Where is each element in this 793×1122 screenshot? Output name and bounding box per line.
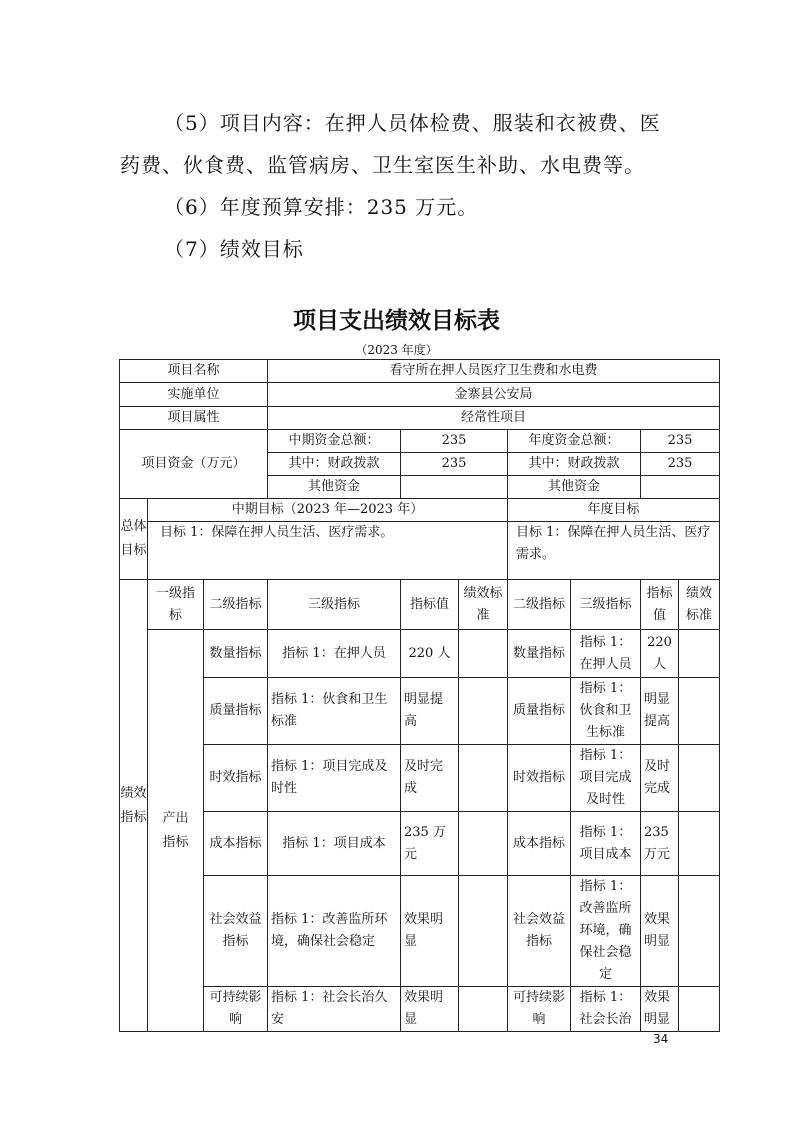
- cell-year-value: 效果明显: [641, 987, 679, 1032]
- cell-standard: [459, 678, 508, 745]
- cell-year-level2: 可持续影响: [508, 987, 571, 1032]
- label-project-name: 项目名称: [120, 360, 268, 383]
- cell-level2: 质量指标: [204, 678, 268, 745]
- value-mid-total: 235: [401, 430, 508, 453]
- cell-level3: 指标 1：在押人员: [268, 630, 401, 678]
- label-year-other: 其他资金: [508, 476, 641, 499]
- label-attribute: 项目属性: [120, 407, 268, 430]
- cell-level3: 指标 1：项目成本: [268, 812, 401, 876]
- cell-standard: [459, 987, 508, 1032]
- label-indicators: 绩效指标: [120, 580, 148, 1032]
- label-overall: 总体目标: [120, 499, 148, 580]
- cell-year-standard: [679, 630, 720, 678]
- header-year-goal: 年度目标: [508, 499, 720, 522]
- label-year-total: 年度资金总额：: [508, 430, 641, 453]
- cell-standard: [459, 812, 508, 876]
- header-year-level2: 二级指标: [508, 580, 571, 630]
- label-funds: 项目资金（万元）: [120, 430, 268, 499]
- cell-value: 明显提高: [401, 678, 459, 745]
- header-level2: 二级指标: [204, 580, 268, 630]
- row-overall-header: [120, 499, 720, 522]
- value-unit: 金寨县公安局: [268, 383, 720, 407]
- page-number: 34: [653, 1032, 669, 1046]
- cell-year-level2: 数量指标: [508, 630, 571, 678]
- label-level1-output: 产出指标: [148, 630, 204, 1032]
- cell-level2: 成本指标: [204, 812, 268, 876]
- cell-year-standard: [679, 876, 720, 987]
- header-value: 指标值: [401, 580, 459, 630]
- cell-value: 效果明显: [401, 876, 459, 987]
- cell-year-standard: [679, 745, 720, 812]
- cell-year-level2: 社会效益指标: [508, 876, 571, 987]
- cell-level3: 指标 1：社会长治久安: [268, 987, 401, 1032]
- cell-level2: 时效指标: [204, 745, 268, 812]
- value-mid-other: [401, 476, 508, 499]
- indicator-row: [120, 678, 720, 745]
- header-level1: 一级指标: [148, 580, 204, 630]
- value-project-name: 看守所在押人员医疗卫生费和水电费: [268, 360, 720, 383]
- value-year-fin: 235: [641, 453, 720, 476]
- value-attribute: 经常性项目: [268, 407, 720, 430]
- cell-year-level2: 成本指标: [508, 812, 571, 876]
- cell-year-level2: 时效指标: [508, 745, 571, 812]
- value-mid-fin: 235: [401, 453, 508, 476]
- indicator-row: [120, 745, 720, 812]
- label-unit: 实施单位: [120, 383, 268, 407]
- cell-level3: 指标 1：项目完成及时性: [268, 745, 401, 812]
- indicator-row: [120, 630, 720, 678]
- row-funds-total: [120, 430, 720, 453]
- cell-year-level3: 指标 1：项目成本: [571, 812, 641, 876]
- header-year-value: 指标值: [641, 580, 679, 630]
- row-attribute: [120, 407, 720, 430]
- indicator-row: [120, 812, 720, 876]
- row-indicator-header: [120, 580, 720, 630]
- cell-year-level3: 指标 1：在押人员: [571, 630, 641, 678]
- row-overall-goals: [120, 522, 720, 580]
- cell-year-value: 效果明显: [641, 876, 679, 987]
- paragraph-project-content: （5）项目内容：在押人员体检费、服装和衣被费、医药费、伙食费、监管病房、卫生室医生补助、水电费等。: [120, 111, 661, 177]
- cell-level3: 指标 1：改善监所环境，确保社会稳定: [268, 876, 401, 987]
- header-mid-goal: 中期目标（2023 年—2023 年）: [148, 499, 508, 522]
- cell-year-level3: 指标 1：社会长治: [571, 987, 641, 1032]
- cell-year-value: 明显提高: [641, 678, 679, 745]
- cell-level2: 社会效益指标: [204, 876, 268, 987]
- paragraph-performance-goal: （7）绩效目标: [164, 237, 304, 261]
- value-year-total: 235: [641, 430, 720, 453]
- header-year-standard: 绩效标准: [679, 580, 720, 630]
- header-level3: 三级指标: [268, 580, 401, 630]
- cell-year-value: 235 万元: [641, 812, 679, 876]
- cell-year-standard: [679, 678, 720, 745]
- header-year-level3: 三级指标: [571, 580, 641, 630]
- cell-year-value: 及时完成: [641, 745, 679, 812]
- cell-value: 235 万元: [401, 812, 459, 876]
- indicator-row: [120, 876, 720, 987]
- cell-year-level2: 质量指标: [508, 678, 571, 745]
- cell-year-level3: 指标 1：伙食和卫生标准: [571, 678, 641, 745]
- cell-year-level3: 指标 1：项目完成及时性: [571, 745, 641, 812]
- label-mid-other: 其他资金: [268, 476, 401, 499]
- cell-level3: 指标 1：伙食和卫生标准: [268, 678, 401, 745]
- cell-year-standard: [679, 987, 720, 1032]
- performance-table: [119, 359, 720, 1032]
- cell-level2: 数量指标: [204, 630, 268, 678]
- value-year-other: [641, 476, 720, 499]
- cell-level2: 可持续影响: [204, 987, 268, 1032]
- indicator-row: [120, 987, 720, 1032]
- cell-value: 220 人: [401, 630, 459, 678]
- row-unit: [120, 383, 720, 407]
- label-mid-fin: 其中：财政拨款: [268, 453, 401, 476]
- table-year: （2023 年度）: [355, 343, 438, 357]
- text-mid-goal: 目标 1：保障在押人员生活、医疗需求。: [148, 522, 508, 580]
- cell-standard: [459, 876, 508, 987]
- cell-year-value: 220 人: [641, 630, 679, 678]
- cell-standard: [459, 630, 508, 678]
- cell-standard: [459, 745, 508, 812]
- row-project-name: [120, 360, 720, 383]
- label-year-fin: 其中：财政拨款: [508, 453, 641, 476]
- cell-value: 效果明显: [401, 987, 459, 1032]
- header-standard: 绩效标准: [459, 580, 508, 630]
- text-year-goal: 目标 1：保障在押人员生活、医疗需求。: [508, 522, 720, 580]
- cell-year-level3: 指标 1：改善监所环境，确保社会稳定: [571, 876, 641, 987]
- table-title: 项目支出绩效目标表: [293, 308, 500, 334]
- label-mid-total: 中期资金总额：: [268, 430, 401, 453]
- cell-year-standard: [679, 812, 720, 876]
- cell-value: 及时完成: [401, 745, 459, 812]
- paragraph-budget: （6）年度预算安排：235 万元。: [164, 195, 479, 219]
